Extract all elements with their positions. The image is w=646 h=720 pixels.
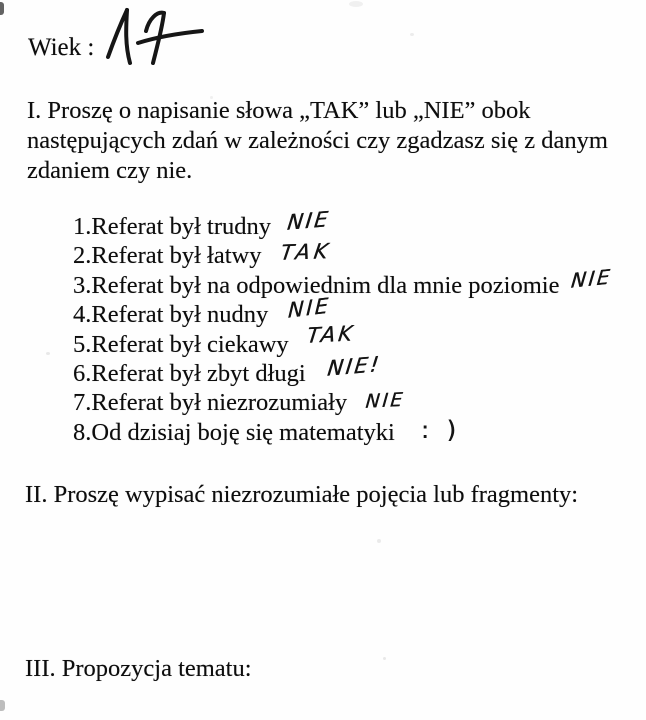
list-item: [73, 206, 610, 241]
section2-blank-answer-area: [25, 520, 625, 630]
statement-text: 5.Referat był ciekawy: [73, 330, 289, 358]
handwritten-answer: TAK: [305, 320, 357, 348]
age-row: [28, 34, 94, 62]
statement-text: 4.Referat był nudny: [73, 301, 269, 329]
handwritten-answer: TAK: [279, 239, 334, 266]
scan-speck: [410, 33, 414, 36]
scan-speck: [349, 1, 363, 7]
statement-text: 8.Od dzisiaj boję się matematyki: [73, 418, 395, 446]
handwritten-answer: NIE: [364, 389, 406, 414]
age-label: Wiek :: [28, 34, 95, 61]
section3-blank-answer-area: [25, 692, 625, 716]
handwritten-age-17: [100, 3, 210, 71]
statement-text: 2.Referat był łatwy: [73, 242, 262, 270]
handwritten-answer: NIE: [285, 206, 332, 235]
section1-title: I. Proszę o napisanie słowa „TAK” lub „NIE” obok następujących zdań w zależności czy zgadzasz się z danym zdaniem czy nie.: [27, 97, 608, 184]
handwritten-answer: : ): [420, 415, 461, 444]
statement-text: 7.Referat był niezrozumiały: [73, 389, 348, 417]
section3-title: III. Propozycja tematu:: [25, 655, 252, 682]
list-item: [73, 415, 610, 447]
scan-speck: [46, 352, 50, 355]
statement-text: 1.Referat był trudny: [73, 213, 271, 240]
statement-text: 6.Referat był zbyt długi: [73, 359, 306, 387]
handwritten-answer: NIE: [570, 263, 614, 293]
list-item: [73, 263, 614, 300]
list-item: [73, 388, 610, 417]
section2-title: II. Proszę wypisać niezrozumiałe pojęcia lub fragmenty:: [25, 481, 579, 508]
list-item: [73, 241, 610, 270]
handwritten-answer: NIE: [287, 293, 332, 324]
scan-edge-mark: [0, 2, 4, 15]
handwritten-answer: NIE!: [325, 351, 383, 381]
statement-list: [73, 206, 614, 447]
list-item: [73, 351, 610, 388]
scan-edge-mark: [0, 700, 5, 711]
statement-text: 3.Referat był na odpowiednim dla mnie poziomie: [73, 271, 560, 299]
